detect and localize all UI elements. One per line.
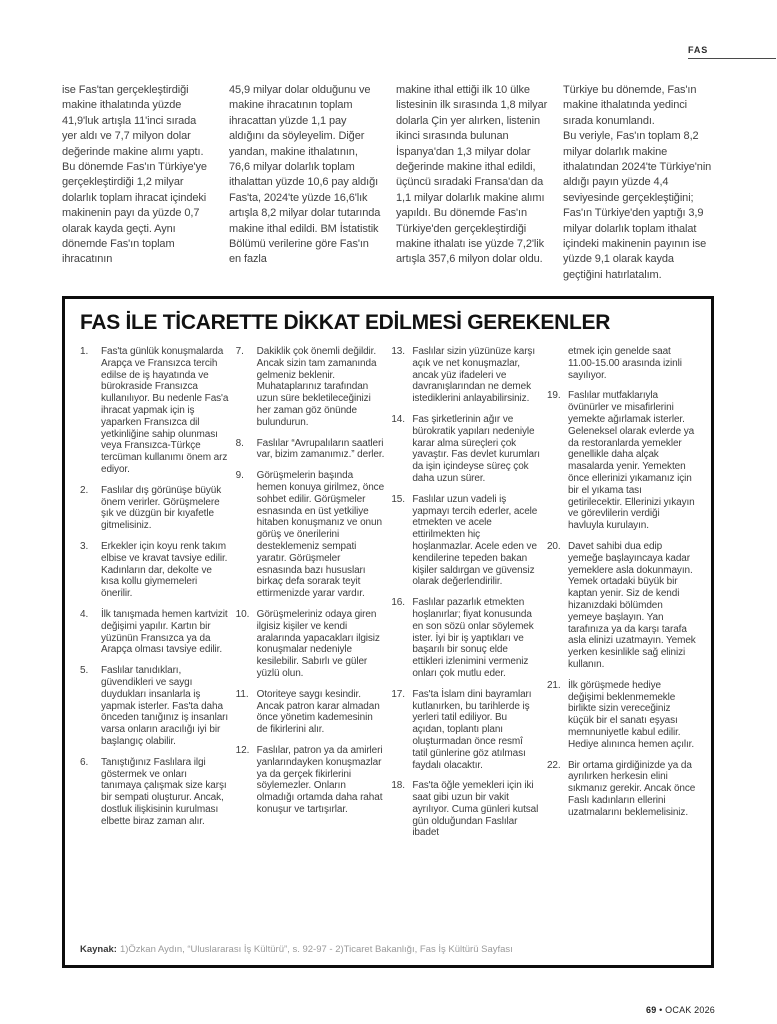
item-text: İlk görüşmede hediye değişimi beklenmemekle birlikte sizin vereceğiniz küçük bir el sanatı eşyası memnuniyetle kabul edilir. Hediye alınınca hemen açılır. [567,679,695,750]
item-text: Faslılar tanıdıkları, güvendikleri ve saygı duydukları insanlarla iş yapmak isterler. Fas'ta daha önceden tanığınız iş insanları varsa onların aracılığı iyi bir başlangıç olabilir. [101,665,229,747]
item-number: 21. [546,679,561,691]
item-text: Dakiklik çok önemli değildir. Ancak sizin tam zamanında gelmeniz beklenir. Muhataplarınız tarafından uzun süre bekletileceğinizi her zaman göz önünde bulundurun. [256,346,377,428]
notice-list-item [236,470,385,600]
intro-column-3 [396,83,548,283]
intro-article-columns [62,83,715,283]
notice-list-item [547,680,696,751]
notice-list-item [391,780,540,839]
item-text: Erkekler için koyu renk takım elbise ve kravat tavsiye edilir. Kadınların dar, dekolte ve kısa kollu giymemeleri önerilir. [101,540,228,600]
issue-label: OCAK 2026 [665,1005,715,1015]
item-text: Faslılar, patron ya da amirleri yanlarındayken konuşmazlar ya da gerçek fikirlerini söylemezler. Onların olmadığı ortamda daha rahat konuşur ve tartışırlar. [256,744,383,815]
item-text: Görüşmelerin başında hemen konuya girilmez, önce sohbet edilir. Görüşmeler esnasında en üst yetkiliye hitaben konuşmanız ve onun görüş ve önerilerini desteklemeniz sempati yaratır. Görüşmeler esnasında bazı hususları birkaç defa sorarak teyit ettirmenizde yarar vardır. [256,470,385,600]
notice-box-title: FAS İLE TİCARETTE DİKKAT EDİLMESİ GEREKENLER [80,311,611,334]
item-number: 9. [235,470,244,482]
notice-list-item [547,390,696,532]
notice-list-item [236,689,385,736]
notice-list-item [236,745,385,816]
item-text: Fas'ta günlük konuşmalarda Arapça ve Fransızca tercih edilse de iş hayatında ve bürokraside Fransızca kullanılıyor. Bu nedenle Fas'a ihracat yapmak için iş yaparken Fransızca dil yetkinliğine sahip olunması veya Fransızca-Türkçe tercüman kullanımı önem arz ediyor. [101,346,229,475]
item-number: 5. [80,665,89,677]
intro-column-4 [563,83,715,283]
notice-list-item [391,494,540,588]
item-text: İlk tanışmada hemen kartvizit değişimi yapılır. Kartın bir yüzünün Fransızca ya da Arapça olması tavsiye edilir. [101,608,228,656]
notice-list-item [391,689,540,772]
item-number: 10. [235,608,250,620]
notice-list-item [80,757,229,828]
page-folio [646,1005,715,1015]
item-text: Fas'ta İslam dini bayramları kutlanırken, bu tarihlerde iş yerleri tatil ediliyor. Bu açıdan, toplantı planı oluşturmadan önce resmî tatil günlerine göz atılması faydalı olacaktır. [412,688,532,771]
item-number: 17. [391,688,405,700]
item-number: 12. [235,744,250,756]
notice-list-item [391,414,540,485]
intro-column-2 [229,83,381,283]
notice-list-item [80,485,229,532]
intro-column-1 [62,83,214,283]
item-number: 8. [235,437,244,449]
item-text: Fas'ta öğle yemekleri için iki saat gibi uzun bir vakit ayrılıyor. Cuma günleri kutsal gün olduğundan Faslılar ibadet [412,780,539,839]
notice-list-item [236,609,385,680]
notice-list-item [547,346,696,381]
running-header [688,45,776,59]
item-text: Faslılar dış görünüşe büyük önem verirler. Görüşmelere şık ve düzgün bir kıyafetle gitmelisiniz. [101,484,222,532]
notice-list-item [547,760,696,819]
intro-paragraph: Türkiye bu dönemde, Fas'ın makine ithalatında yedinci sırada konumlandı. [563,84,697,127]
item-number [547,346,568,381]
item-number: 19. [546,390,561,402]
item-text: Bir ortama girdiğinizde ya da ayrılırken herkesin elini sıkmanız gerekir. Ancak önce Faslı kadınların ellerini uzatmalarını beklemelisiniz. [567,759,696,818]
source-text: 1)Özkan Aydın, “Uluslararası İş Kültürü”, s. 92-97 - 2)Ticaret Bakanlığı, Fas İş Kültürü Sayfası [119,944,513,955]
intro-paragraph: 45,9 milyar dolar olduğunu ve makine ihracatının toplam ihracattan yüzde 1,1 pay aldığını da söyleyelim. Diğer yandan, makine ithalatının, 76,6 milyar dolarlık toplam ithalattan yüzde 10,6 pay aldığı Fas'ta, 2024'te yüzde 16,6'lık artışla 8,2 milyar dolar tutarında makine ithal edildi. BM İstatistik Bölümü verilerine göre Fas'ın en fazla [229,84,381,266]
notice-column-2 [236,346,385,944]
item-number: 20. [546,540,561,552]
item-number: 16. [391,597,405,609]
item-number: 3. [80,540,89,552]
notice-list-item [80,541,229,600]
item-number: 22. [546,759,561,771]
item-number: 11. [235,688,249,700]
notice-column-4 [547,346,696,944]
item-text: Faslılar uzun vadeli iş yapmayı tercih ederler, acele etmekten ve acele ettirilmekten hiç hoşlanmazlar. Acele eden ve kendilerine tepeden bakan kişiler saldırgan ve güvensiz olarak değerlendirilir. [412,493,538,588]
item-text: Faslılar “Avrupalıların saatleri var, bizim zamanımız.” derler. [256,437,385,461]
running-header-label: FAS [688,45,709,55]
notice-list-item [80,346,229,476]
notice-list-item [547,541,696,671]
item-number: 18. [391,780,405,792]
item-text: Faslılar sizin yüzünüze karşı açık ve net konuşmazlar, ancak yüz ifadeleri ve davranışlarından ne demek istediklerini anlayabilirsiniz. [412,346,536,405]
item-number: 2. [80,484,89,496]
item-text: Fas şirketlerinin ağır ve bürokratik yapıları nedeniyle karar alma süreçleri çok yavaştır. Fas devlet kurumları da işin içindeyse süreç çok daha uzun sürer. [412,413,540,484]
intro-paragraph: ise Fas'tan gerçekleştirdiği makine ithalatında yüzde 41,9'luk artışla 11'inci sırada yer aldı ve 7,7 milyon dolar değerinde makine alımı yaptı. [62,84,204,158]
item-number: 4. [80,608,89,620]
page-number: 69 [645,1005,657,1015]
notice-list-item [80,665,229,748]
notice-box [62,296,714,968]
item-number: 7. [235,346,244,357]
item-text: Davet sahibi dua edip yemeğe başlayıncaya kadar yemeklere asla dokunmayın. Yemek ortadaki büyük bir kaptan yenir. Siz de kendi hizanızdaki bölümden yemeye başlayın. Yan tarafınıza ya da karşı tarafa asla elinizi uzatmayın. Yemek yerken kesinlikle sağ elinizi kullanın. [567,540,696,670]
item-text: Tanıştığınız Faslılara ilgi göstermek ve onları tanımaya çalışmak size karşı bir sempati oluşturur. Ancak, dostluk ilişkisinin kurulması elbette biraz zaman alır. [101,756,227,827]
folio-separator: • [659,1005,663,1015]
intro-paragraph: makine ithal ettiği ilk 10 ülke listesinin ilk sırasında 1,8 milyar dolarla Çin yer alırken, listenin ikinci sırasında bulunan İspanya'dan 1,3 milyar dolar değerinde makine ithal edildi, üçüncü sıradaki Fransa'dan da 1,1 milyar dolarlık makine alımı yapıldı. Bu dönemde Fas'ın Türkiye'den gerçekleştirdiği makine ithalatı ise yüzde 7,2'lik artışla 357,6 milyon dolar oldu. [396,84,548,266]
item-number: 1. [80,346,89,357]
notice-list-item [236,346,385,429]
notice-list-item [391,346,540,405]
intro-paragraph: Bu dönemde Fas'ın Türkiye'ye gerçekleştirdiği 1,2 milyar dolarlık toplam ihracat içindeki makinenin payı da yüzde 0,7 olarak kayda geçti. Aynı dönemde Fas'ın toplam ihracatının [62,161,207,266]
item-number: 6. [80,756,89,768]
notice-list-item [236,438,385,462]
item-text: Otoriteye saygı kesindir. Ancak patron karar almadan önce yönetim kademesinin de fikirlerini alır. [256,688,380,736]
item-number: 13. [391,346,405,357]
notice-list-item [391,597,540,680]
source-label: Kaynak: [80,944,117,955]
item-number: 14. [391,413,405,425]
item-number: 15. [391,493,405,505]
item-text: Faslılar mutfaklarıyla övünürler ve misafirlerini yemekte ağırlamak isterler. Geleneksel olarak evlerde ya da restoranlarda yemekler genellikle daha alçak masalarda yenir. Yemekten önce ellerinizi yıkamanız için bir el yıkama tası getirilecektir. Ellerinizi yıkayın ve görevlilerin verdiği havluyla kurulayın. [567,390,695,532]
item-text: etmek için genelde saat 11.00-15.00 arasında izinli sayılıyor. [567,346,682,381]
notice-list-columns [80,346,696,944]
intro-paragraph: Bu veriyle, Fas'ın toplam 8,2 milyar dolarlık makine ithalatından 2024'te Türkiye'nin aldığı payın yüzde 4,4 seviyesinde gerçekleştiğini; Fas'ın Türkiye'den yaptığı 3,9 milyar dolarlık toplam ithalat içindeki makinenin payının ise yüzde 9,1 olarak kayda geçtiğini hatırlatalım. [563,130,712,281]
source-line [80,944,696,956]
item-text: Faslılar pazarlık etmekten hoşlanırlar; fiyat konusunda en son sözü onlar söylemek ister. İyi bir iş yaptıkları ve başarılı bir sonuç elde ettikleri izlenimini vermeniz onları çok mutlu eder. [412,597,534,679]
notice-list-item [80,609,229,656]
notice-column-3 [391,346,540,944]
item-text: Görüşmeleriniz odaya giren ilgisiz kişiler ve kendi aralarında yapacakları ilgisiz konuşmalar nedeniyle kesilebilir. Sabırlı ve güler yüzlü olun. [256,608,380,679]
notice-column-1 [80,346,229,944]
